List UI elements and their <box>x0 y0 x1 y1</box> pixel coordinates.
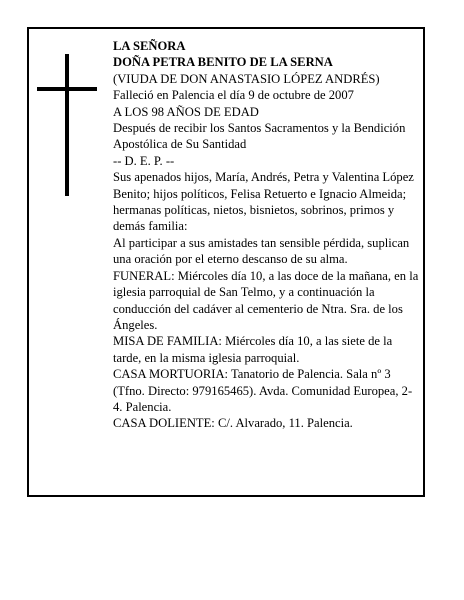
prayer-paragraph: Al participar a sus amistades tan sensible pérdida, suplican una oración por el eterno descanso de su alma. <box>113 235 410 267</box>
widow-line: (VIUDA DE DON ANASTASIO LÓPEZ ANDRÉS) <box>113 71 380 86</box>
cross-horizontal-bar <box>37 87 97 91</box>
deceased-name: DOÑA PETRA BENITO DE LA SERNA <box>113 55 333 70</box>
sacraments-line: Después de recibir los Santos Sacramentos y la Bendición Apostólica de Su Santidad <box>113 121 406 152</box>
family-mass-paragraph: MISA DE FAMILIA: Miércoles día 10, a las siete de la tarde, en la misma iglesia parroquial. <box>113 334 393 365</box>
mortuary-paragraph: CASA MORTUORIA: Tanatorio de Palencia. Sala nº 3 (Tfno. Directo: 979165465). Avda. Comunidad Europea, 2-4. Palencia. <box>113 367 413 414</box>
cross-vertical-bar <box>65 54 69 196</box>
mourning-house-paragraph: CASA DOLIENTE: C/. Alvarado, 11. Palencia. <box>113 416 353 431</box>
age-line: A LOS 98 AÑOS DE EDAD <box>113 104 259 119</box>
latin-cross-icon <box>37 54 97 196</box>
death-date-line: Falleció en Palencia el día 9 de octubre de 2007 <box>113 88 354 103</box>
obituary-text <box>113 38 419 432</box>
family-paragraph: Sus apenados hijos, María, Andrés, Petra y Valentina López Benito; hijos políticos, Felisa Retuerto e Ignacio Almeida; hermanas políticas, nietos, bisnietos, sobrinos, primos y demás familia: <box>113 170 414 234</box>
funeral-paragraph: FUNERAL: Miércoles día 10, a las doce de la mañana, en la iglesia parroquial de San Telmo, y a continuación la conducción del cadáver al cementerio de Ntra. Sra. de los Ángeles. <box>113 268 419 332</box>
rip-line: -- D. E. P. -- <box>113 153 175 168</box>
honorific-line: LA SEÑORA <box>113 39 186 53</box>
